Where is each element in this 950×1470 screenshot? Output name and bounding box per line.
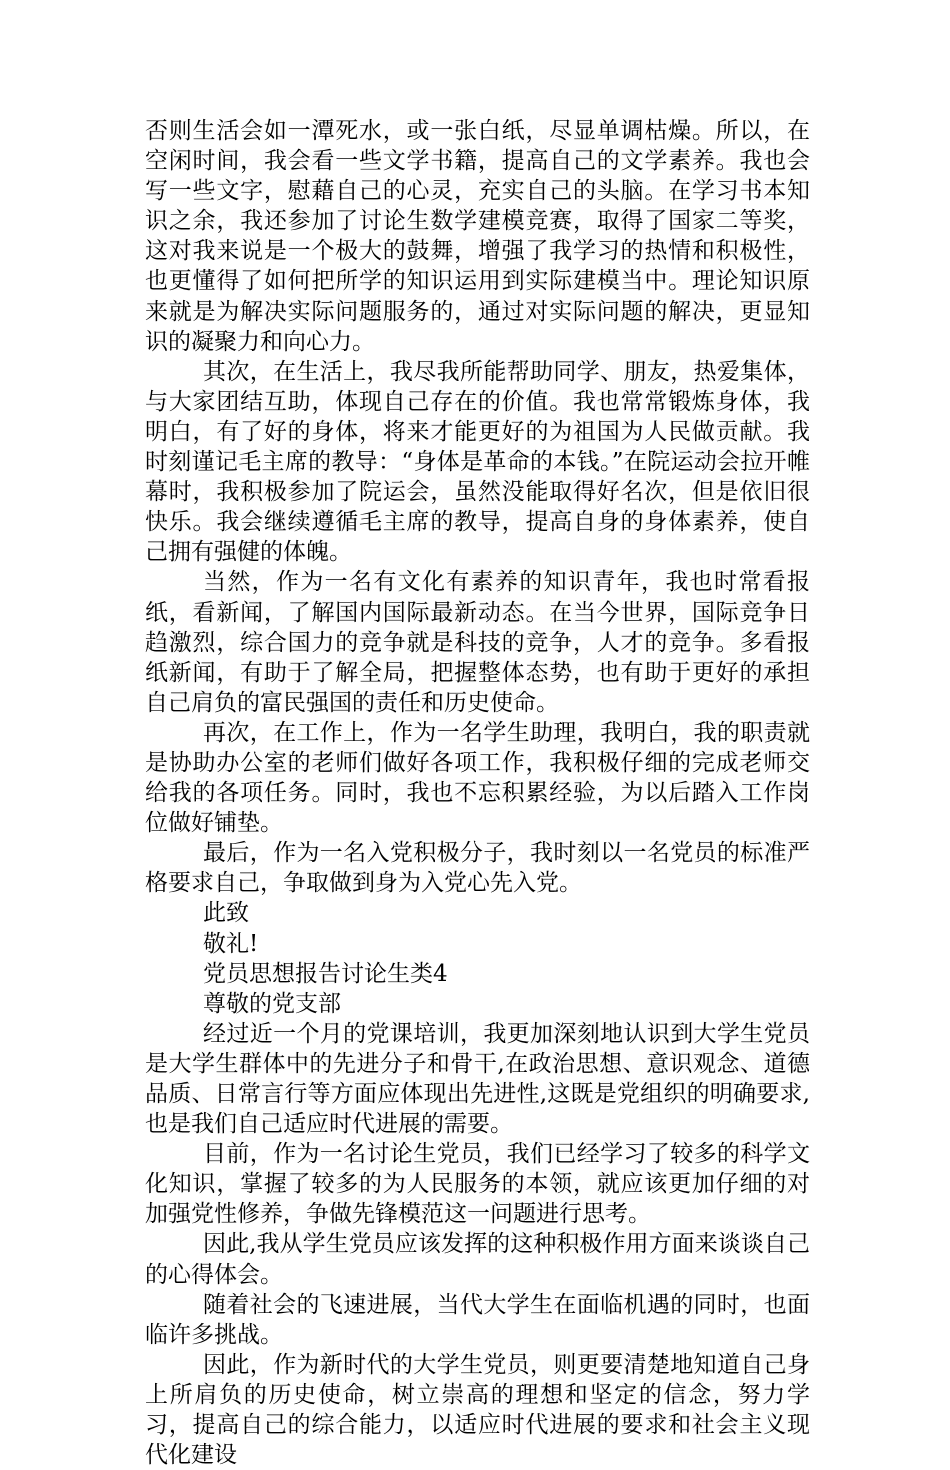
- paragraph-society: 随着社会的飞速进展，当代大学生在面临机遇的同时，也面临许多挑战。: [145, 1291, 810, 1348]
- paragraph-therefore: 因此,我从学生党员应该发挥的这种积极作用方面来谈谈自己的心得体会。: [145, 1231, 810, 1288]
- closing-salutation: 此致: [203, 900, 249, 927]
- greeting: 尊敬的党支部: [203, 990, 341, 1017]
- paragraph-study: 否则生活会如一潭死水，或一张白纸，尽显单调枯燥。所以，在空闲时间，我会看一些文学书籍，提高自己的文学素养。我也会写一些文字，慰藉自己的心灵，充实自己的头脑。在学习书本知识之余，我还参加了讨论生数学建模竞赛，取得了国家二等奖，这对我来说是一个极大的鼓舞，增强了我学习的热情和积极性，也更懂得了如何把所学的知识运用到实际建模当中。理论知识原来就是为解决实际问题服务的，通过对实际问题的解决，更显知识的凝聚力和向心力。: [145, 118, 810, 355]
- closing-regards: 敬礼!: [203, 930, 259, 957]
- paragraph-finally: 最后，作为一名入党积极分子，我时刻以一名党员的标准严格要求自己，争取做到身为入党心先入党。: [145, 840, 810, 897]
- section-title: 党员思想报告讨论生类4: [203, 960, 448, 987]
- paragraph-party-course: 经过近一个月的党课培训，我更加深刻地认识到大学生党员是大学生群体中的先进分子和骨干,在政治思想、意识观念、道德品质、日常言行等方面应体现出先进性,这既是党组织的明确要求,也是我们自己适应时代进展的需要。: [145, 1020, 810, 1138]
- document-body: [145, 116, 810, 1470]
- paragraph-mission: 因此，作为新时代的大学生党员，则更要清楚地知道自己身上所肩负的历史使命，树立崇高的理想和坚定的信念，努力学习，提高自己的综合能力，以适应时代进展的要求和社会主义现代化建设: [145, 1351, 810, 1469]
- paragraph-work: 再次，在工作上，作为一名学生助理，我明白，我的职责就是协助办公室的老师们做好各项工作，我积极仔细的完成老师交给我的各项任务。同时，我也不忘积累经验，为以后踏入工作岗位做好铺垫。: [145, 719, 810, 837]
- paragraph-current: 目前，作为一名讨论生党员，我们已经学习了较多的科学文化知识，掌握了较多的为人民服务的本领，就应该更加仔细的对加强党性修养，争做先锋模范这一问题进行思考。: [145, 1141, 810, 1228]
- paragraph-life: 其次，在生活上，我尽我所能帮助同学、朋友，热爱集体，与大家团结互助，体现自己存在的价值。我也常常锻炼身体，我明白，有了好的身体，将来才能更好的为祖国为人民做贡献。我时刻谨记毛主席的教导：“身体是革命的本钱。”在院运动会拉开帷幕时，我积极参加了院运会，虽然没能取得好名次，但是依旧很快乐。我会继续遵循毛主席的教导，提高自身的身体素养，使自己拥有强健的体魄。: [145, 358, 810, 566]
- paragraph-news: 当然，作为一名有文化有素养的知识青年，我也时常看报纸，看新闻，了解国内国际最新动态。在当今世界，国际竞争日趋激烈，综合国力的竞争就是科技的竞争，人才的竞争。多看报纸新闻，有助于了解全局，把握整体态势，也有助于更好的承担自己肩负的富民强国的责任和历史使命。: [145, 569, 810, 716]
